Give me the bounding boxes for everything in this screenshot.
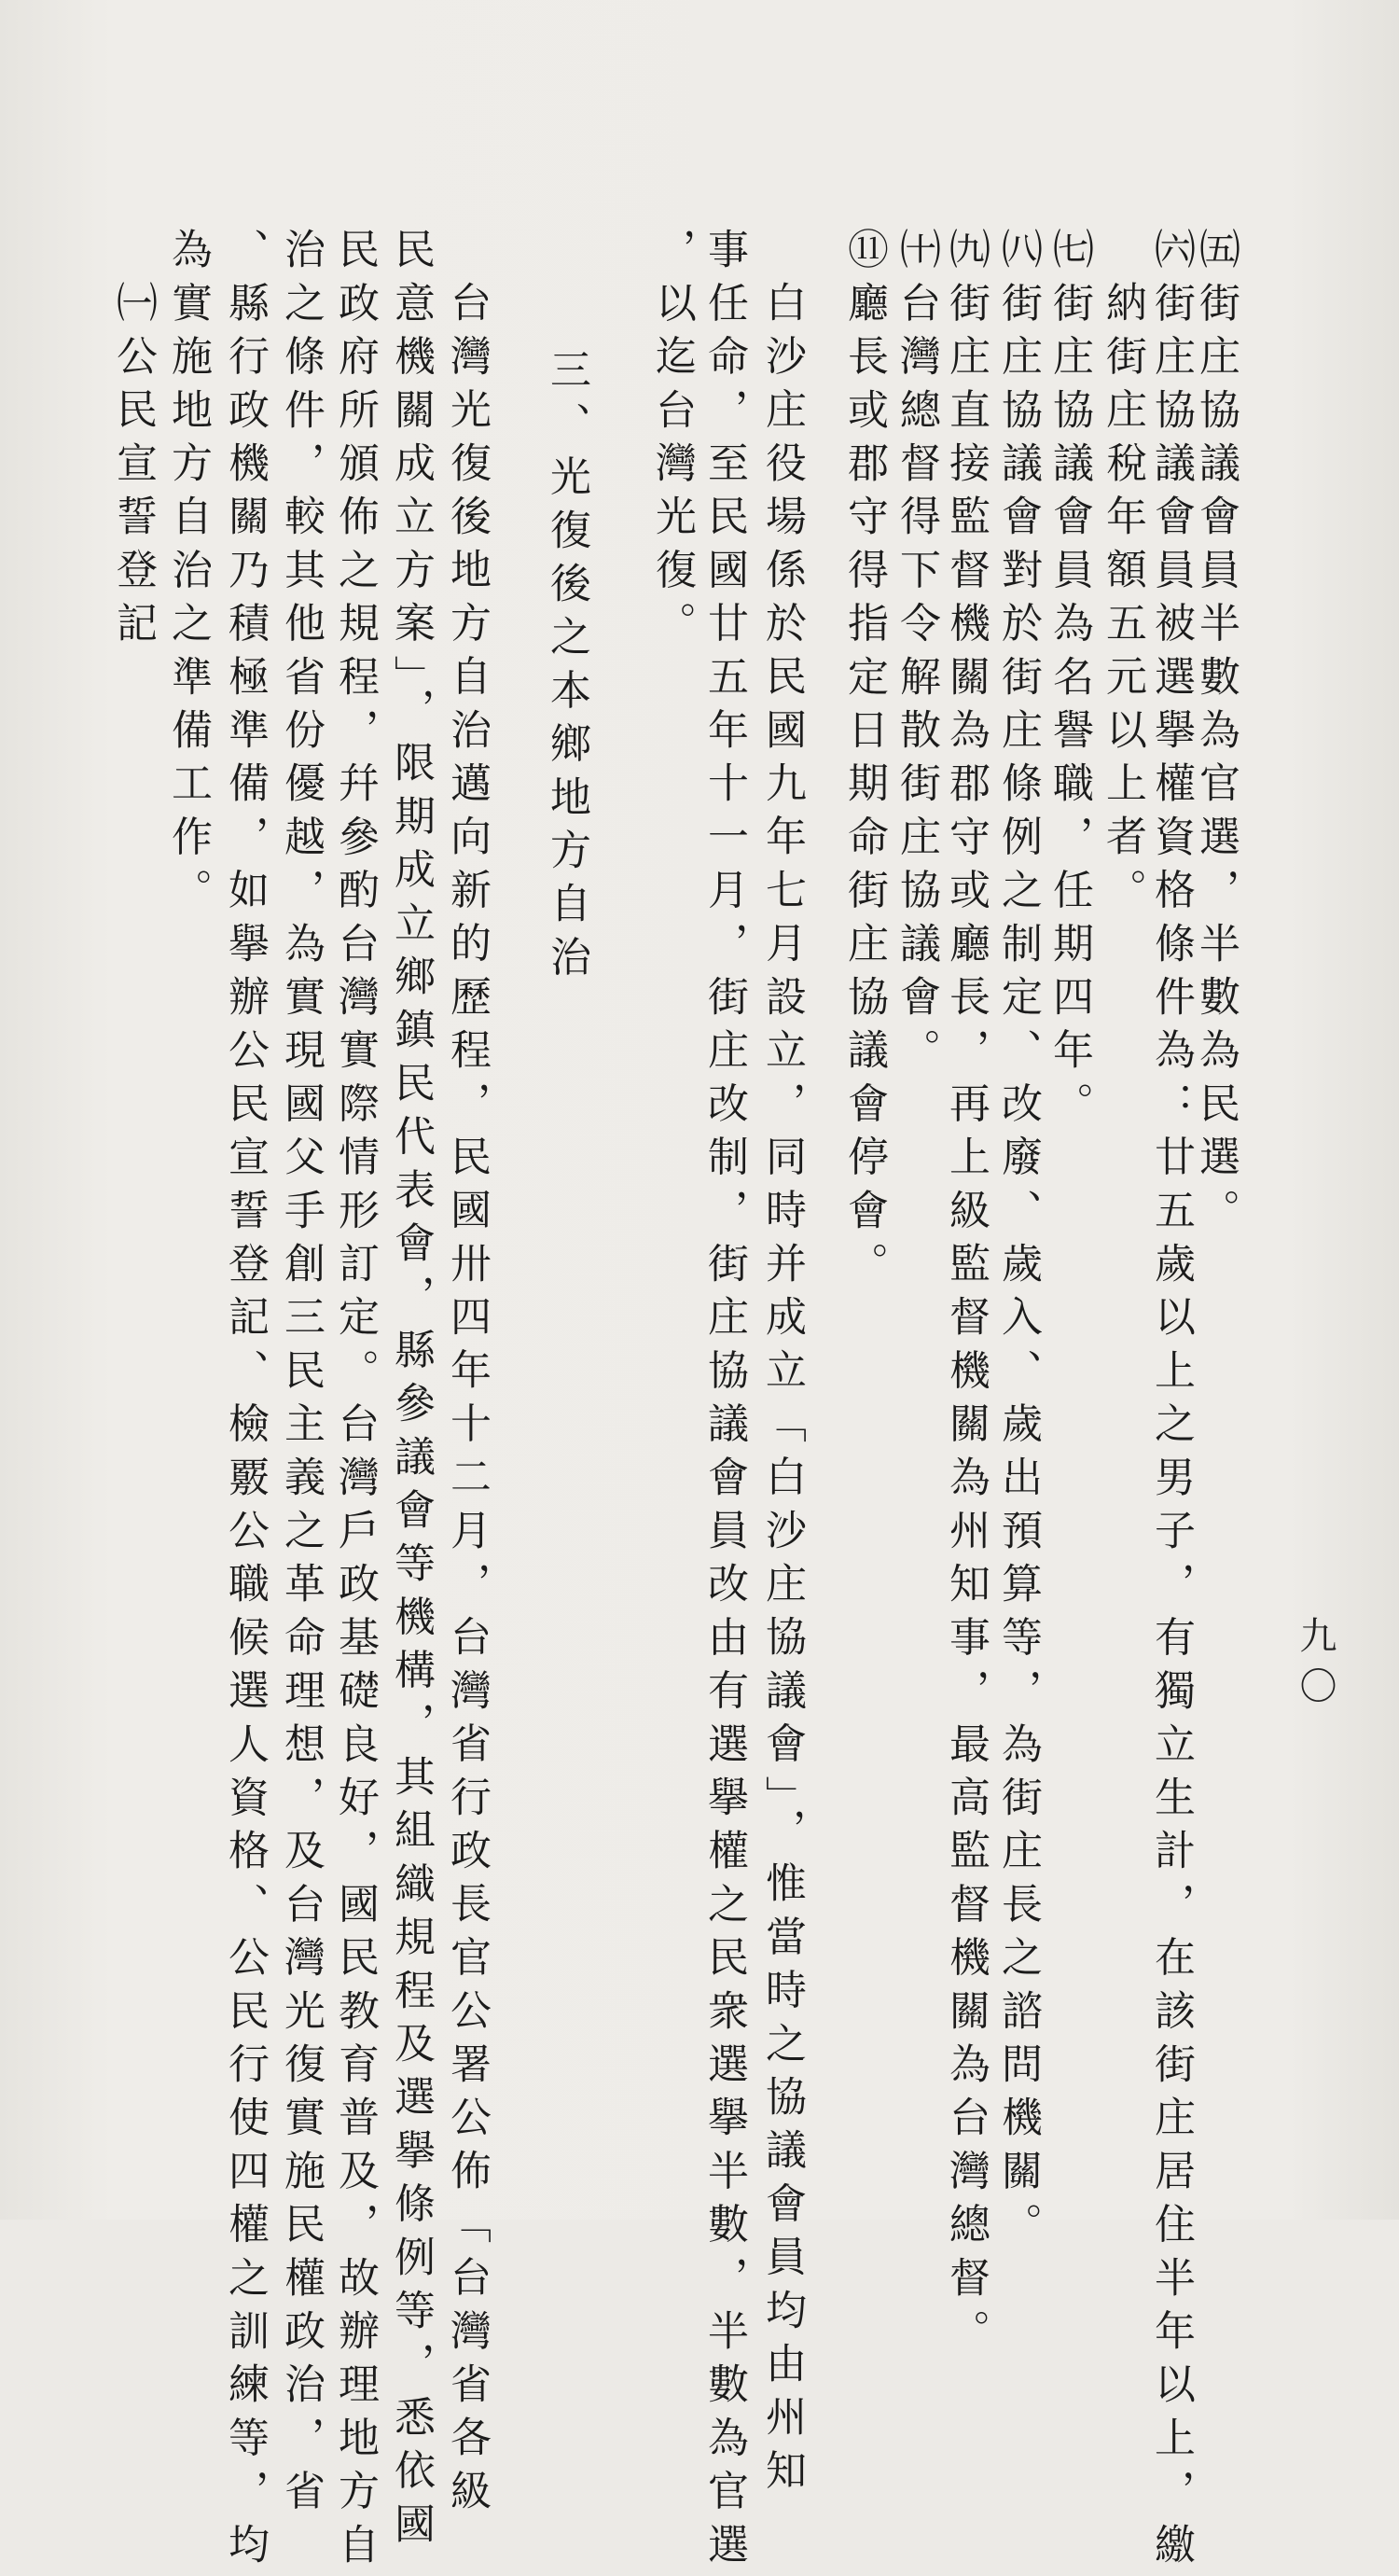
text-column-5: ㈧街庄協議會對於街庄條例之制定、改廢、歲入、歲出預算等，為街庄長之諮問機關。 xyxy=(994,228,1042,2256)
section-heading: 三、光復後之本鄉地方自治 xyxy=(543,348,590,989)
text-column-7: ㈩台灣總督得下令解散街庄協議會。 xyxy=(893,228,940,1082)
text-column-8: ⑪廳長或郡守得指定日期命街庄協議會停會。 xyxy=(840,228,888,1295)
text-column-10: 事任命，至民國廿五年十一月，街庄改制，街庄協議會員改由有選擧權之民衆選擧半數，半數為官選 xyxy=(700,228,748,2576)
text-column-17: 為實施地方自治之準備工作。 xyxy=(164,228,212,922)
page-number: 九〇 xyxy=(1294,1616,1337,1717)
text-column-1: ㈤街庄協議會員半數為官選，半數為民選。 xyxy=(1192,228,1240,1242)
text-column-15: 治之條件，較其他省份優越，為實現國父手創三民主義之革命理想，及台灣光復實施民權政治，省 xyxy=(277,228,325,2523)
text-column-11: ，以迄台灣光復。 xyxy=(648,228,696,655)
text-column-14: 民政府所頒佈之規程，幷參酌台灣實際情形訂定。台灣戶政基礎良好，國民教育普及，故辦理地方自 xyxy=(331,228,379,2576)
subsection-heading: ㈠公民宣誓登記 xyxy=(109,281,157,655)
text-column-2: ㈥街庄協議會員被選擧權資格條件為：廿五歲以上之男子，有獨立生計，在該街庄居住半年以上，繳 xyxy=(1147,228,1195,2576)
text-column-6: ㈨街庄直接監督機關為郡守或廳長，再上級監督機關為州知事，最高監督機關為台灣總督。 xyxy=(942,228,990,2362)
text-column-12: 台灣光復後地方自治邁向新的歷程，民國卅四年十二月，台灣省行政長官公署公佈「台灣省各級 xyxy=(443,281,491,2523)
text-column-13: 民意機關成立方案」，限期成立鄉鎮民代表會，縣參議會等機構，其組織規程及選擧條例等，悉依國 xyxy=(387,228,435,2555)
text-column-9: 白沙庄役場係於民國九年七月設立，同時并成立「白沙庄協議會」，惟當時之協議會員均由州知 xyxy=(758,281,806,2502)
text-column-4: ㈦街庄協議會員為名譽職，任期四年。 xyxy=(1046,228,1093,1135)
text-column-3: 納街庄稅年額五元以上者。 xyxy=(1099,281,1146,922)
text-column-16: 、縣行政機關乃積極準備，如擧辦公民宣誓登記、檢覈公職候選人資格、公民行使四權之訓練等，均 xyxy=(221,228,269,2576)
